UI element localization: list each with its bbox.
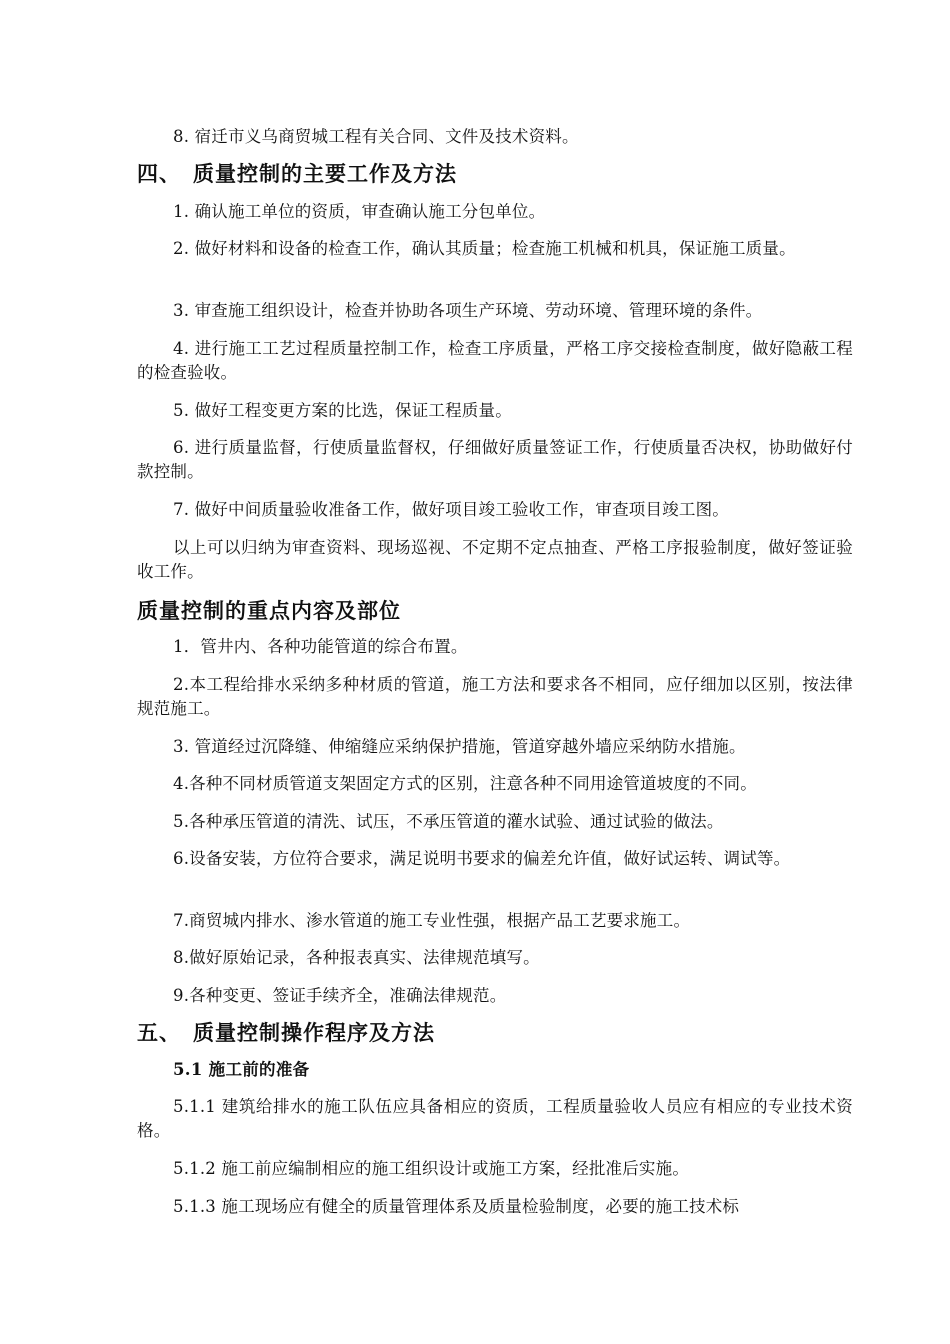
section-title: 质量控制的主要工作及方法 bbox=[193, 161, 457, 186]
key-point-item-5: 5.各种承压管道的清洗、试压，不承压管道的灌水试验、通过试验的做法。 bbox=[173, 812, 724, 831]
section-number: 五、 bbox=[137, 1020, 181, 1045]
section-heading-4 bbox=[137, 160, 853, 188]
section-heading-key-points: 质量控制的重点内容及部位 bbox=[137, 598, 401, 623]
paragraph-item-4: 4. 进行施工工艺过程质量控制工作，检查工序质量，严格工序交接检查制度，做好隐蔽工程的检查验收。 bbox=[137, 339, 853, 382]
key-point-item-4: 4.各种不同材质管道支架固定方式的区别，注意各种不同用途管道坡度的不同。 bbox=[173, 774, 757, 793]
paragraph-item-2: 2. 做好材料和设备的检查工作，确认其质量；检查施工机械和机具，保证施工质量。 bbox=[173, 239, 796, 258]
section-heading-5 bbox=[137, 1019, 853, 1047]
clause-5-1-3: 5.1.3 施工现场应有健全的质量管理体系及质量检验制度，必要的施工技术标 bbox=[173, 1197, 740, 1216]
paragraph-summary: 以上可以归纳为审查资料、现场巡视、不定期不定点抽查、严格工序报验制度，做好签证验收工作。 bbox=[137, 538, 853, 581]
key-point-item-3: 3. 管道经过沉降缝、伸缩缝应采纳保护措施，管道穿越外墙应采纳防水措施。 bbox=[173, 737, 746, 756]
clause-5-1-1: 5.1.1 建筑给排水的施工队伍应具备相应的资质，工程质量验收人员应有相应的专业技术资格。 bbox=[137, 1097, 853, 1140]
paragraph-item-3: 3. 审查施工组织设计，检查并协助各项生产环境、劳动环境、管理环境的条件。 bbox=[173, 301, 763, 320]
paragraph-item-6: 6. 进行质量监督，行使质量监督权，仔细做好质量签证工作，行使质量否决权，协助做好付款控制。 bbox=[137, 438, 853, 481]
section-number: 四、 bbox=[137, 161, 181, 186]
paragraph-item-8: 8. 宿迁市义乌商贸城工程有关合同、文件及技术资料。 bbox=[173, 127, 579, 146]
paragraph-item-5: 5. 做好工程变更方案的比选，保证工程质量。 bbox=[173, 401, 512, 420]
key-point-item-1: 1．管井内、各种功能管道的综合布置。 bbox=[173, 637, 468, 656]
subsection-heading-5-1: 5.1 施工前的准备 bbox=[173, 1060, 310, 1079]
paragraph-item-7: 7. 做好中间质量验收准备工作，做好项目竣工验收工作，审查项目竣工图。 bbox=[173, 500, 729, 519]
key-point-item-8: 8.做好原始记录，各种报表真实、法律规范填写。 bbox=[173, 948, 540, 967]
section-title: 质量控制操作程序及方法 bbox=[193, 1020, 435, 1045]
key-point-item-6: 6.设备安装，方位符合要求，满足说明书要求的偏差允许值，做好试运转、调试等。 bbox=[173, 849, 791, 868]
key-point-item-7: 7.商贸城内排水、渗水管道的施工专业性强，根据产品工艺要求施工。 bbox=[173, 911, 691, 930]
clause-5-1-2: 5.1.2 施工前应编制相应的施工组织设计或施工方案，经批准后实施。 bbox=[173, 1159, 690, 1178]
paragraph-item-1: 1. 确认施工单位的资质，审查确认施工分包单位。 bbox=[173, 202, 546, 221]
key-point-item-2: 2.本工程给排水采纳多种材质的管道，施工方法和要求各不相同，应仔细加以区别，按法律规范施工。 bbox=[137, 675, 853, 718]
key-point-item-9: 9.各种变更、签证手续齐全，准确法律规范。 bbox=[173, 986, 507, 1005]
